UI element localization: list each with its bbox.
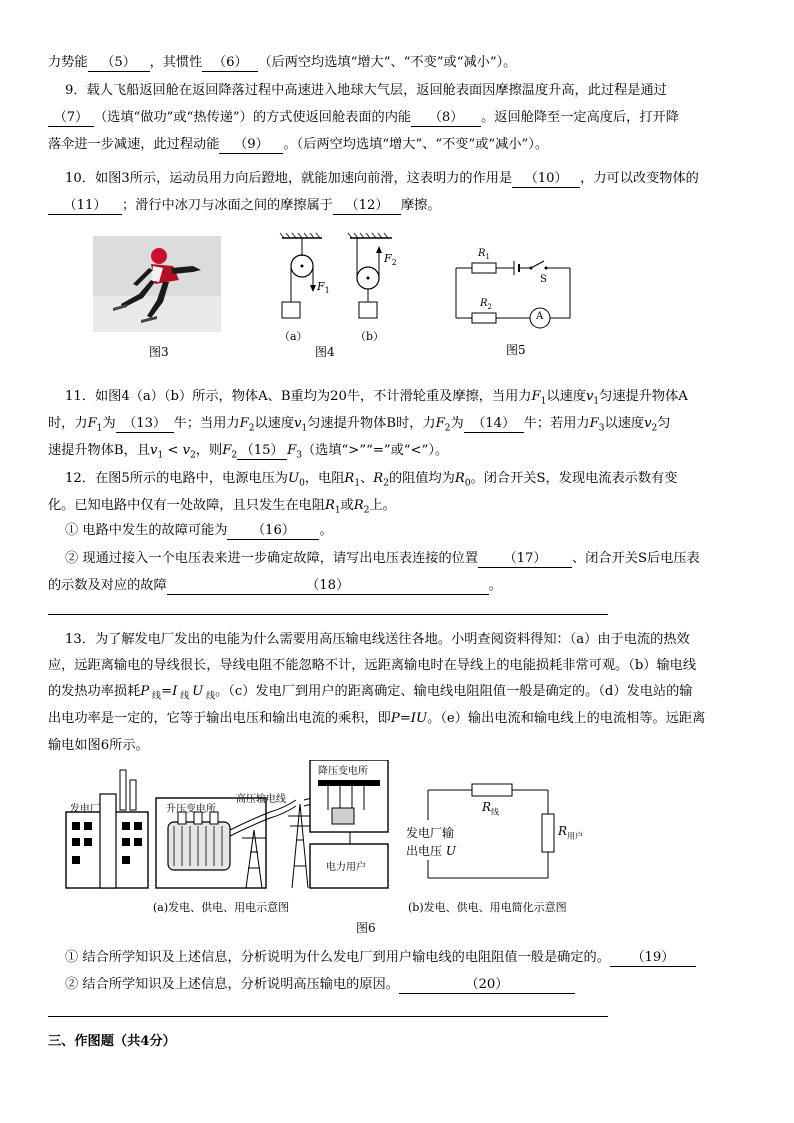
answer-line-q13[interactable] — [48, 1016, 608, 1017]
label-power-user: 电力用户 — [326, 862, 366, 873]
q12-sub-2: ② 现通过接入一个电压表来进一步确定故障，请写出电压表连接的位置 （17） 、闭合开关S后电压表 — [65, 551, 700, 566]
answer-line-q12[interactable] — [48, 614, 608, 615]
q9-line-2a: （选填“做功”或“热传递”）的方式使返回舱表面的内能 — [94, 110, 412, 125]
force-label-f2: $F_2$ — [384, 252, 397, 268]
q9-line-1: 9．载人飞船返回舱在返回降落过程中高速进入地球大气层，返回舱表面因摩擦温度升高，此过程是通过 — [65, 83, 667, 98]
r1-label: $R_1$ — [478, 248, 490, 261]
q13-line-2: 应，远距离输电的导线很长，导线电阻不能忽略不计，远距离输电时在导线上的电能损耗非常可观。（b）输电线 — [48, 658, 697, 673]
answer-blank-12[interactable]: （12） — [333, 198, 401, 215]
skater-photo — [93, 236, 221, 332]
q13-line-3: 的发热功率损耗P $_线$=I $_线$ U $_线$。（c）发电厂到用户的距离确定、输电线电阻阻值一般是确定的。（d）发电站的输 — [48, 684, 693, 702]
q10-line-2b: 摩擦。 — [401, 198, 441, 213]
r-line-label: $R_线$ — [482, 800, 500, 817]
q9-line-2b: 。返回舱降至一定高度后，打开降 — [481, 110, 679, 125]
q11-line-1: 11．如图4（a）（b）所示，物体A、B重均为20牛，不计滑轮重及摩擦，当用力$F_1$以速度$v_1$匀速提升物体A — [65, 389, 688, 407]
power-transmission-illustration — [60, 760, 390, 892]
answer-blank-10[interactable]: （10） — [512, 171, 580, 188]
fig6a-caption: (a)发电、供电、用电示意图 — [153, 901, 290, 914]
simplified-transmission-circuit — [400, 780, 600, 890]
q8-tail-post: （后两空均选填“增大”、“不变”或“减小”）。 — [258, 55, 517, 70]
fig4b-label: （b） — [355, 330, 385, 343]
answer-blank-15[interactable]: （15） — [237, 443, 287, 460]
fig3-caption: 图3 — [149, 345, 169, 359]
label-power-plant: 发电厂 — [70, 804, 100, 815]
answer-blank-13[interactable]: （13） — [116, 416, 174, 433]
fig5-caption: 图5 — [506, 343, 526, 357]
q9-line-3b: 。（后两空均选填“增大”、“不变”或“减小”）。 — [283, 137, 549, 152]
q13-line-4: 出电功率是一定的，它等于输出电压和输出电流的乘积，即P=IU。（e）输出电流和输电线上的电流相等。远距离 — [48, 711, 706, 726]
label-step-down-substation: 降压变电所 — [318, 766, 368, 777]
fig6b-caption: (b)发电、供电、用电简化示意图 — [408, 901, 567, 914]
q10-line-2 — [48, 197, 441, 215]
fig4-caption: 图4 — [315, 345, 335, 359]
circuit-fig5 — [450, 248, 576, 334]
answer-blank-19[interactable]: （19） — [610, 950, 696, 967]
force-label-f1: $F_1$ — [317, 280, 330, 296]
q10-line-1a: 10．如图3所示，运动员用力向后蹬地，就能加速向前滑，这表明力的作用是 — [65, 171, 513, 186]
section-3-heading: 三、作图题（共4分） — [48, 1034, 176, 1049]
answer-blank-18[interactable]: （18） — [167, 578, 489, 595]
label-output-voltage-1: 发电厂输 — [406, 826, 455, 840]
label-step-up-substation: 升压变电所 — [166, 804, 216, 815]
r2-label: $R_2$ — [480, 298, 492, 311]
q11-line-3: 速提升物体B，且$v_1 < v_2$，则$F_2$ （15） $F_3$（选填“>”“=”或“<”）。 — [48, 443, 449, 461]
q10-line-2a: ；滑行中冰刀与冰面之间的摩擦属于 — [122, 198, 333, 213]
q12-sub-1: ① 电路中发生的故障可能为 （16） 。 — [65, 523, 333, 538]
q12-line-1: 12．在图5所示的电路中，电源电压为$U_0$，电阻$R_1$、$R_2$的阻值均为$R_0$。闭合开关S，发现电流表示数有变 — [65, 471, 678, 489]
r-user-label: $R_{用户}$ — [558, 824, 584, 841]
switch-label: S — [540, 274, 547, 285]
answer-blank-20[interactable]: （20） — [399, 977, 575, 994]
label-output-voltage-2: 出电压 U — [406, 844, 456, 858]
q9-line-3 — [48, 136, 548, 154]
q10-line-1b: ，力可以改变物体的 — [580, 171, 699, 186]
q8-tail-pre: 力势能 — [48, 55, 88, 70]
q8-tail-mid: ，其惯性 — [149, 55, 203, 70]
answer-blank-14[interactable]: （14） — [464, 416, 524, 433]
answer-blank-7[interactable]: （7） — [48, 110, 94, 127]
ammeter-label: A — [536, 311, 544, 322]
answer-blank-11[interactable]: （11） — [48, 198, 122, 215]
label-hv-line: 高压输电线 — [236, 794, 286, 805]
answer-blank-8[interactable]: （8） — [411, 110, 481, 127]
q12-sub-2-cont: 的示数及对应的故障 （18） 。 — [48, 578, 502, 593]
q11-line-2: 时，力$F_1$为 （13） 牛；当用力$F_2$以速度$v_1$匀速提升物体B时，力$F_2$为 （14） 牛；若用力$F_3$以速度$v_2$匀 — [48, 416, 671, 434]
q9-line-2 — [48, 109, 679, 127]
answer-blank-5[interactable]: （5） — [88, 55, 150, 72]
answer-blank-16[interactable]: （16） — [227, 523, 319, 540]
answer-blank-9[interactable]: （9） — [219, 137, 283, 154]
fig4a-label: （a） — [279, 330, 308, 343]
answer-blank-6[interactable]: （6） — [202, 55, 258, 72]
q12-line-2: 化。已知电路中仅有一处故障，且只发生在电阻$R_1$或$R_2$上。 — [48, 498, 396, 516]
q13-sub-2: ② 结合所学知识及上述信息，分析说明高压输电的原因。 （20） — [65, 976, 575, 994]
pulley-diagram — [270, 232, 410, 348]
q8-tail-line — [48, 54, 516, 72]
answer-blank-17[interactable]: （17） — [478, 551, 572, 568]
q13-sub-1: ① 结合所学知识及上述信息，分析说明为什么发电厂到用户输电线的电阻阻值一般是确定的。 （19） — [65, 949, 696, 967]
q13-line-1: 13．为了解发电厂发出的电能为什么需要用高压输电线送往各地。小明查阅资料得知：（a）由于电流的热效 — [65, 632, 690, 647]
q13-line-5: 输电如图6所示。 — [48, 738, 149, 753]
fig6-caption: 图6 — [356, 921, 376, 935]
q9-line-3a: 落伞进一步减速，此过程动能 — [48, 137, 220, 152]
q10-line-1 — [65, 170, 699, 188]
